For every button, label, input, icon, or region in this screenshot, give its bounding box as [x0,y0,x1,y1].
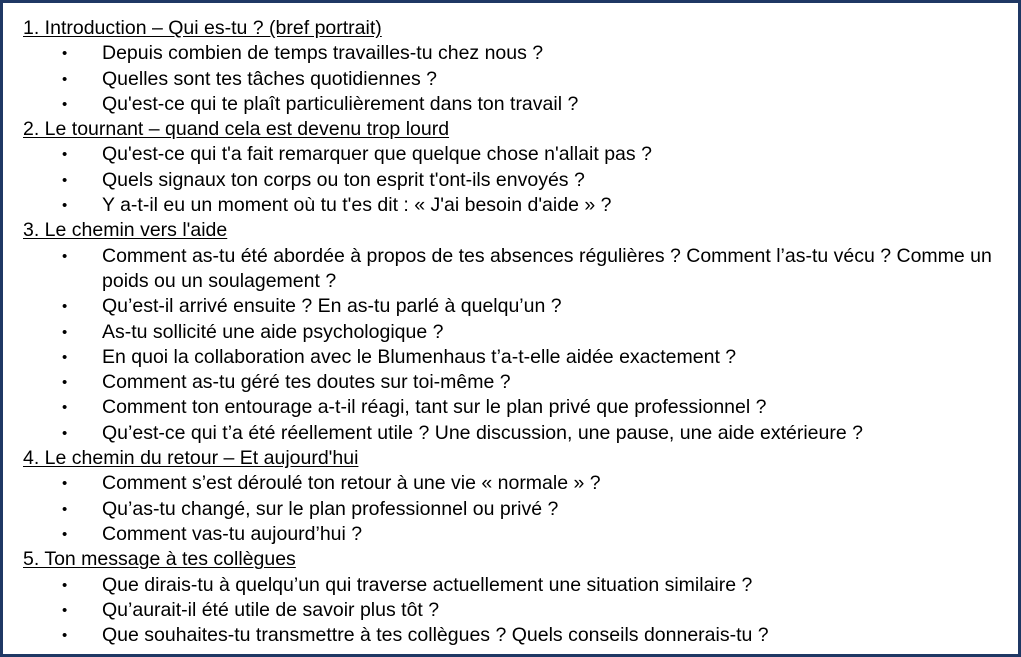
bullet-icon: • [62,348,68,366]
question-text: Que dirais-tu à quelqu’un qui traverse actuellement une situation similaire ? [102,573,753,596]
section-heading: 1. Introduction – Qui es-tu ? (bref portrait) [23,17,382,39]
question-text: Qu’est-il arrivé ensuite ? En as-tu parlé à quelqu’un ? [102,295,562,318]
section-heading: 4. Le chemin du retour – Et aujourd'hui [23,447,359,470]
question-item [23,168,1013,193]
question-text: Comment s’est déroulé ton retour à une vie « normale » ? [102,472,601,495]
section-path-to-help [23,218,1013,446]
bullet-icon: • [62,374,68,392]
bullet-icon: • [62,475,68,493]
question-text: Qu’as-tu changé, sur le plan professionnel ou privé ? [102,497,559,520]
question-text: Quels signaux ton corps ou ton esprit t'ont-ils envoyés ? [102,168,585,191]
question-text: Qu'est-ce qui t'a fait remarquer que quelque chose n'allait pas ? [102,143,652,166]
question-text: Que souhaites-tu transmettre à tes collègues ? Quels conseils donnerais-tu ? [102,624,769,647]
question-item [23,142,1013,167]
question-item [23,193,1013,218]
bullet-icon: • [62,197,68,215]
question-text: Comment ton entourage a-t-il réagi, tant sur le plan privé que professionnel ? [102,396,767,419]
section-heading: 5. Ton message à tes collègues [23,548,296,571]
bullet-icon: • [62,323,68,341]
question-item [23,320,1013,345]
section-message-to-colleagues [23,547,1013,648]
question-text: Y a-t-il eu un moment où tu t'es dit : « J'ai besoin d'aide » ? [102,194,612,217]
question-text: Comment as-tu été abordée à propos de tes absences régulières ? Comment l’as-tu vécu ? Comme un poids ou un soulagement ? [102,244,992,292]
bullet-icon: • [62,500,68,518]
question-text: Comment as-tu géré tes doutes sur toi-même ? [102,371,511,394]
interview-questions [23,16,1013,648]
question-item [23,598,1013,623]
question-text: Comment vas-tu aujourd’hui ? [102,522,363,545]
question-text: Quelles sont tes tâches quotidiennes ? [102,67,437,90]
bullet-icon: • [62,424,68,442]
question-text: Qu’est-ce qui t’a été réellement utile ? Une discussion, une pause, une aide extérieure ? [102,421,863,444]
bullet-icon: • [62,399,68,417]
question-item [23,92,1013,117]
question-text: En quoi la collaboration avec le Blumenhaus t’a-t-elle aidée exactement ? [102,345,737,368]
question-item [23,471,1013,496]
bullet-icon: • [62,171,68,189]
question-item [23,370,1013,395]
question-item [23,623,1013,648]
section-heading: 2. Le tournant – quand cela est devenu trop lourd [23,118,450,141]
question-item [23,244,1013,295]
question-item [23,497,1013,522]
question-item [23,41,1013,66]
question-item [23,67,1013,92]
question-text: Depuis combien de temps travailles-tu chez nous ? [102,42,544,65]
question-list [23,244,1013,446]
question-item [23,421,1013,446]
bullet-icon: • [62,146,68,164]
bullet-icon: • [62,298,68,316]
section-heading: 3. Le chemin vers l'aide [23,219,228,242]
section-introduction [23,16,1013,117]
bullet-icon: • [62,627,68,645]
question-item [23,395,1013,420]
bullet-icon: • [62,70,68,88]
section-turning-point [23,117,1013,218]
question-list [23,142,1013,218]
question-list [23,41,1013,117]
question-text: Qu’aurait-il été utile de savoir plus tôt ? [102,598,440,621]
question-list [23,573,1013,649]
question-text: As-tu sollicité une aide psychologique ? [102,320,444,343]
bullet-icon: • [62,247,68,265]
question-item [23,573,1013,598]
section-way-back [23,446,1013,547]
question-item [23,345,1013,370]
question-item [23,294,1013,319]
bullet-icon: • [62,525,68,543]
question-text: Qu'est-ce qui te plaît particulièrement dans ton travail ? [102,92,579,115]
question-list [23,471,1013,547]
bullet-icon: • [62,95,68,113]
bullet-icon: • [62,45,68,63]
bullet-icon: • [62,576,68,594]
bullet-icon: • [62,601,68,619]
question-item [23,522,1013,547]
